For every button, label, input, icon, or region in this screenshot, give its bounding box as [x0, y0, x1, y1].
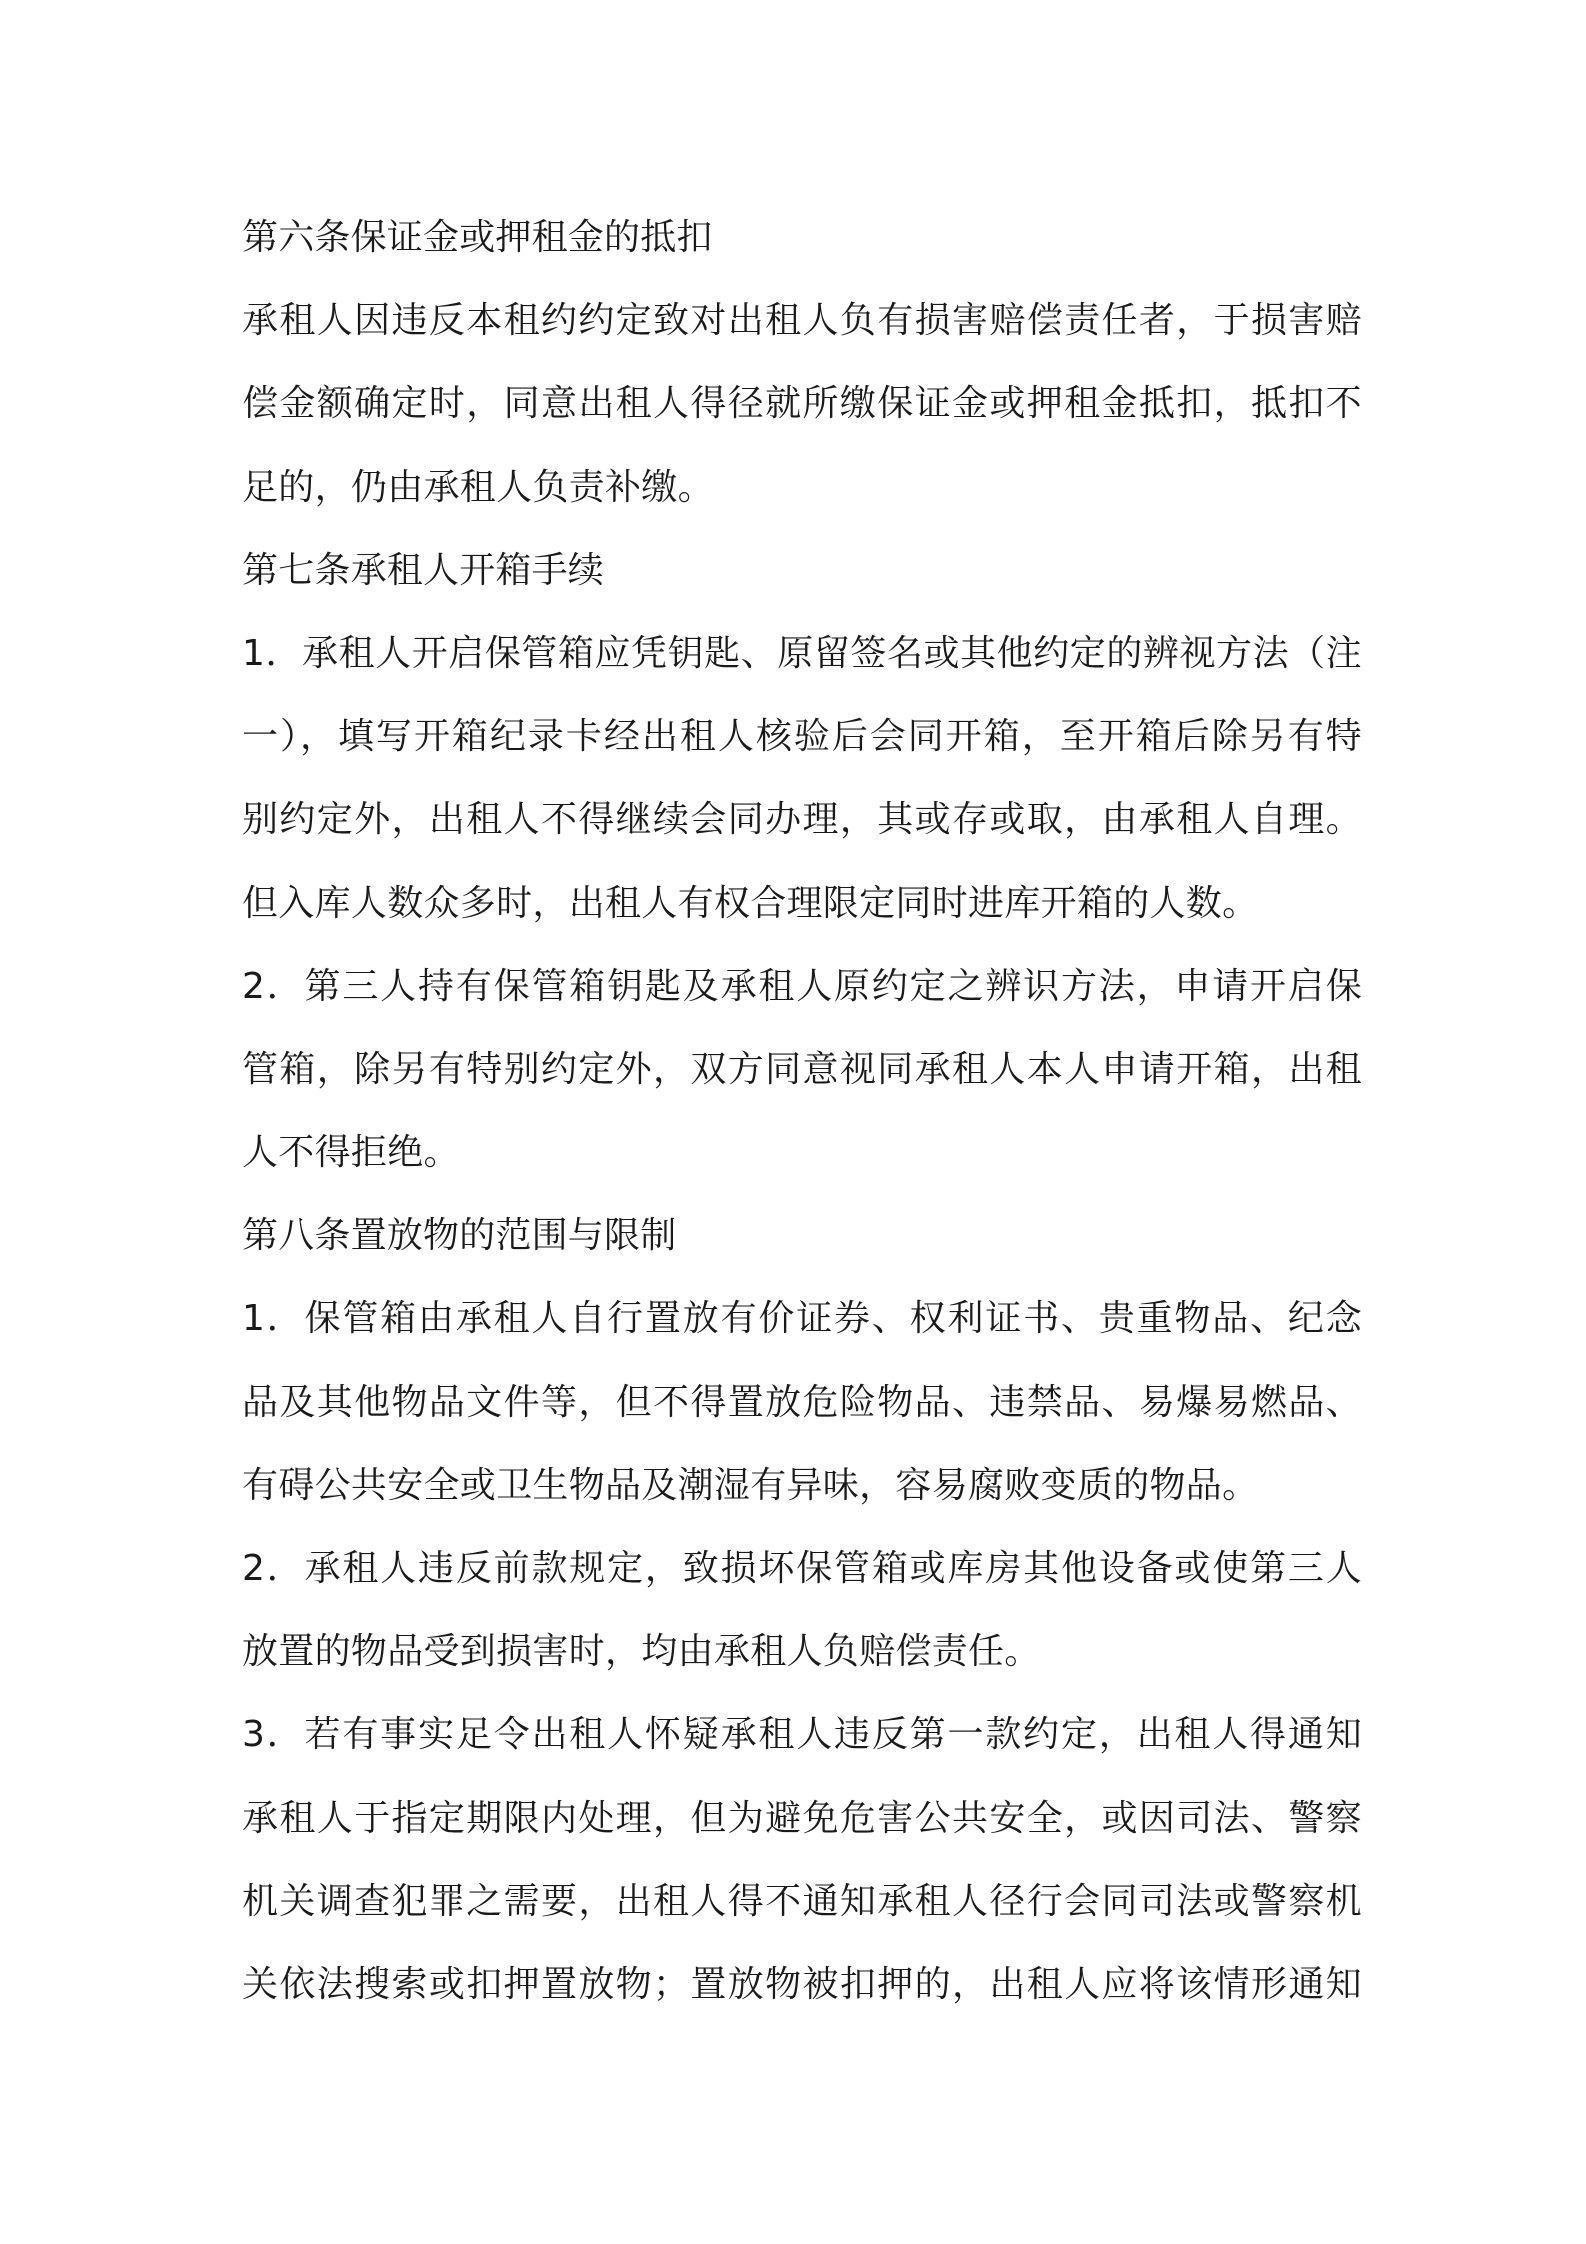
text-line: 2．承租人违反前款规定，致损坏保管箱或库房其他设备或使第三人 [242, 1548, 1362, 1589]
text-line: 别约定外，出租人不得继续会同办理，其或存或取，由承租人自理。 [242, 799, 1362, 841]
text-line: 人不得拒绝。 [242, 1132, 460, 1174]
text-line: 关依法搜索或扣押置放物；置放物被扣押的，出租人应将该情形通知 [242, 1963, 1362, 2005]
text-line: 一），填写开箱纪录卡经出租人核验后会同开箱，至开箱后除另有特 [242, 716, 1362, 758]
text-line: 承租人于指定期限内处理，但为避免危害公共安全，或因司法、警察 [242, 1797, 1362, 1839]
section-heading: 第七条承租人开箱手续 [242, 549, 605, 591]
text-line: 放置的物品受到损害时，均由承租人负赔偿责任。 [242, 1631, 1041, 1673]
text-line: 品及其他物品文件等，但不得置放危险物品、违禁品、易爆易燃品、 [242, 1381, 1362, 1423]
text-line: 但入库人数众多时，出租人有权合理限定同时进库开箱的人数。 [242, 882, 1259, 924]
document-body [242, 196, 1362, 2026]
text-line: 管箱，除另有特别约定外，双方同意视同承租人本人申请开箱，出租 [242, 1048, 1362, 1090]
text-line: 3．若有事实足令出租人怀疑承租人违反第一款约定，出租人得通知 [242, 1714, 1362, 1756]
text-line: 足的，仍由承租人负责补缴。 [242, 466, 714, 508]
text-line: 承租人因违反本租约约定致对出租人负有损害赔偿责任者，于损害赔 [242, 300, 1362, 342]
text-line: 1．保管箱由承租人自行置放有价证券、权利证书、贵重物品、纪念 [242, 1298, 1362, 1340]
section-heading: 第六条保证金或押租金的抵扣 [242, 217, 713, 258]
text-line: 有碍公共安全或卫生物品及潮湿有异味，容易腐败变质的物品。 [242, 1464, 1259, 1506]
text-line: 2．第三人持有保管箱钥匙及承租人原约定之辨识方法，申请开启保 [242, 965, 1362, 1007]
section-heading: 第八条置放物的范围与限制 [242, 1215, 677, 1257]
text-line: 机关调查犯罪之需要，出租人得不通知承租人径行会同司法或警察机 [242, 1880, 1362, 1922]
text-line: 偿金额确定时，同意出租人得径就所缴保证金或押租金抵扣，抵扣不 [242, 383, 1362, 425]
text-line: 1．承租人开启保管箱应凭钥匙、原留签名或其他约定的辨视方法（注 [242, 632, 1362, 674]
